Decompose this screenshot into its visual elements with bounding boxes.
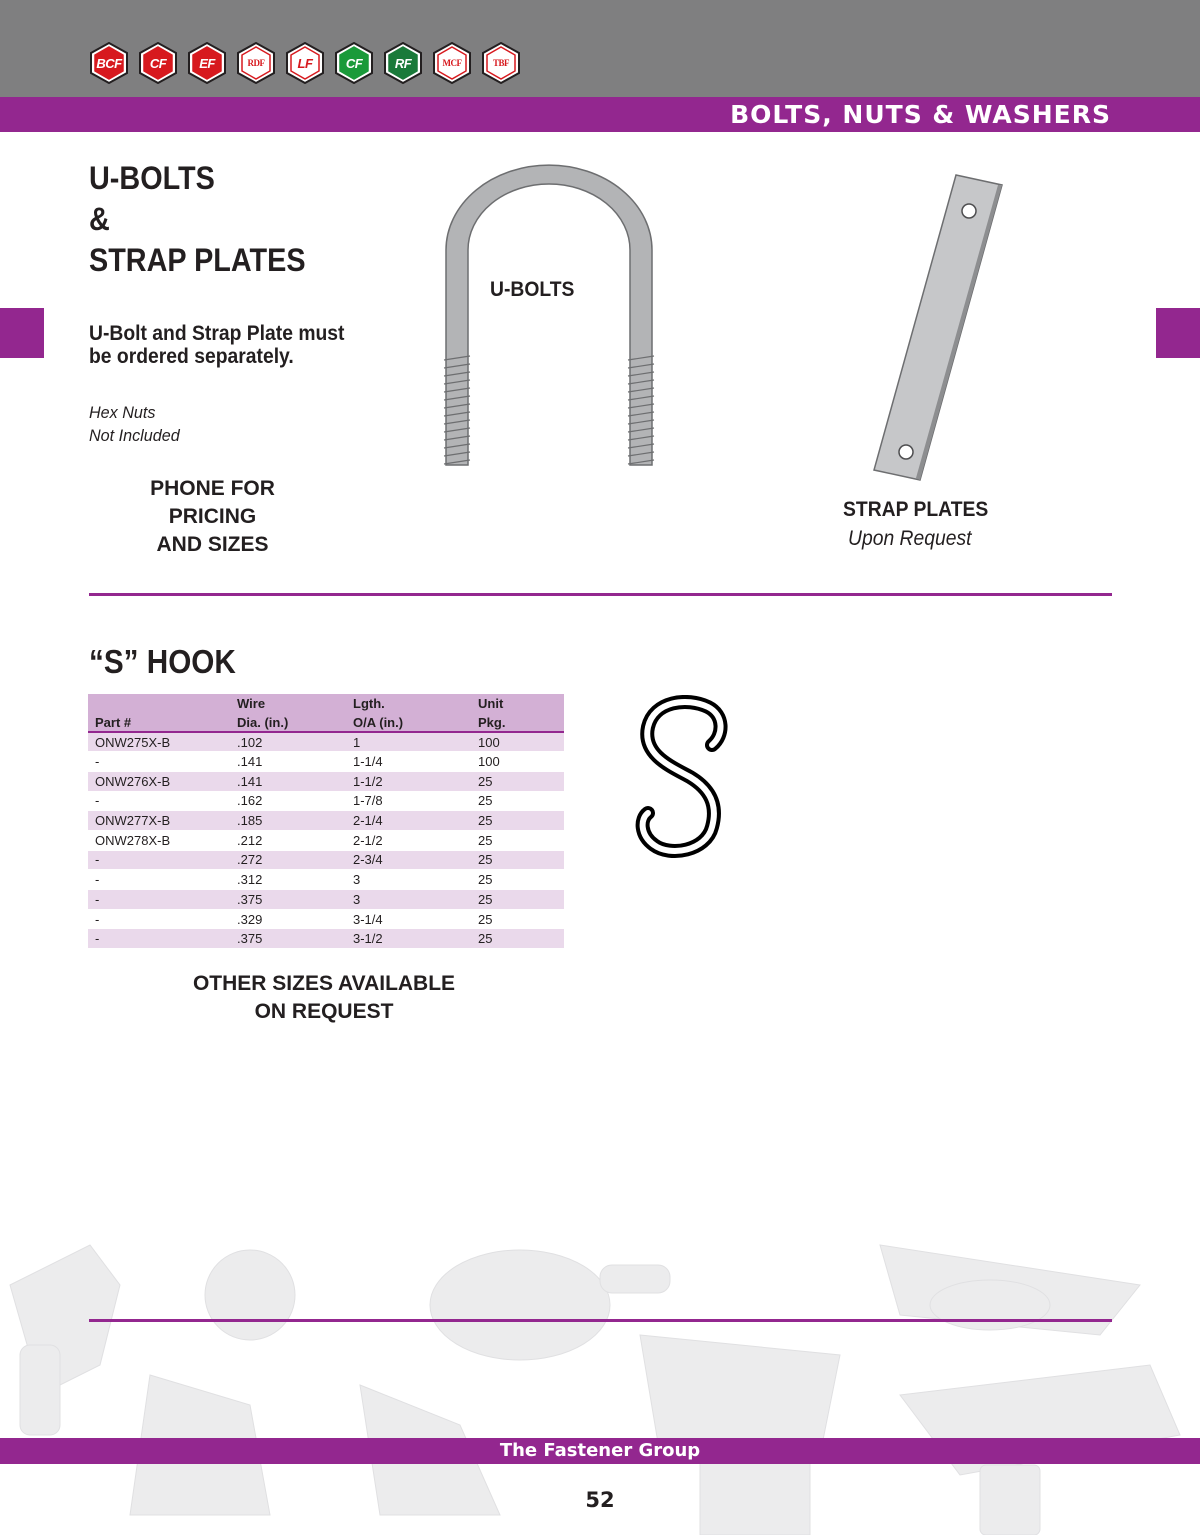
- table-cell: 2-1/4: [353, 813, 383, 829]
- bcf-logo-icon: [88, 42, 130, 84]
- table-cell: 25: [478, 891, 493, 907]
- category-title: BOLTS, NUTS & WASHERS: [730, 100, 1111, 129]
- table-row: [88, 791, 564, 811]
- cf-green-logo-icon: [333, 42, 375, 84]
- rdf-logo-icon: [235, 42, 277, 84]
- side-tab-right: [1156, 308, 1200, 358]
- order-note: [89, 322, 344, 368]
- table-cell: -: [95, 852, 100, 868]
- column-header: Pkg.: [478, 714, 506, 730]
- table-cell: .375: [237, 931, 263, 947]
- table-cell: ONW275X-B: [95, 734, 171, 750]
- table-cell: 1-1/2: [353, 773, 383, 789]
- category-bar: [0, 97, 1200, 132]
- table-cell: .329: [237, 911, 263, 927]
- table-cell: 1-7/8: [353, 793, 383, 809]
- table-cell: .375: [237, 891, 263, 907]
- table-row: [88, 929, 564, 949]
- table-cell: 25: [478, 813, 493, 829]
- table-cell: 25: [478, 852, 493, 868]
- column-header: Lgth.: [353, 696, 385, 711]
- table-cell: 25: [478, 931, 493, 947]
- table-cell: 1: [353, 734, 361, 750]
- bottom-divider: [89, 1319, 1112, 1322]
- table-row: [88, 830, 564, 850]
- ubolts-title-line2: &: [89, 201, 110, 237]
- logo-label: RDF: [247, 58, 265, 68]
- table-cell: .141: [237, 773, 263, 789]
- strap-plates-label: STRAP PLATES: [843, 498, 989, 521]
- column-header: Part #: [95, 714, 132, 730]
- table-header-row-2: [88, 713, 564, 732]
- other-sizes-line1: OTHER SIZES AVAILABLE: [192, 972, 456, 995]
- table-cell: 25: [478, 872, 493, 888]
- table-cell: 100: [478, 754, 500, 770]
- logo-label: CF: [345, 55, 363, 71]
- table-cell: 2-3/4: [353, 852, 383, 868]
- table-cell: ONW278X-B: [95, 832, 171, 848]
- phone-line3: AND SIZES: [156, 533, 269, 556]
- ubolt-illustration: [438, 160, 662, 470]
- table-cell: .102: [237, 734, 263, 750]
- table-cell: -: [95, 754, 100, 770]
- table-cell: 100: [478, 734, 500, 750]
- table-row: [88, 732, 564, 752]
- table-row: [88, 811, 564, 831]
- column-header: Unit: [478, 696, 504, 711]
- table-cell: .185: [237, 813, 263, 829]
- table-cell: ONW276X-B: [95, 773, 171, 789]
- table-row: [88, 850, 564, 870]
- table-cell: 25: [478, 793, 493, 809]
- table-cell: 3: [353, 891, 361, 907]
- table-header-row-1: [88, 694, 564, 713]
- table-row: [88, 752, 564, 772]
- s-hook-illustration: [632, 695, 737, 865]
- ubolts-title-line3: STRAP PLATES: [89, 242, 306, 278]
- table-cell: -: [95, 891, 100, 907]
- side-tab-left: [0, 308, 44, 358]
- hex-nuts-note-line2: Not Included: [89, 426, 180, 445]
- table-cell: .272: [237, 852, 263, 868]
- table-cell: .212: [237, 832, 263, 848]
- strap-plates-sublabel: Upon Request: [848, 527, 972, 550]
- logo-label: RF: [394, 55, 412, 71]
- phone-line2: PRICING: [168, 505, 257, 528]
- order-note-line1: U-Bolt and Strap Plate must: [89, 322, 345, 345]
- column-header: O/A (in.): [353, 714, 404, 730]
- ubolts-title-line1: U-BOLTS: [89, 160, 215, 196]
- footer-bar: [0, 1438, 1200, 1464]
- table-body: [88, 732, 564, 949]
- s-hook-table: [88, 694, 564, 949]
- table-cell: ONW277X-B: [95, 813, 171, 829]
- ubolt-label: U-BOLTS: [490, 278, 575, 301]
- table-row: [88, 870, 564, 890]
- page-number: 52: [585, 1488, 615, 1512]
- phone-for-pricing: [120, 475, 305, 559]
- table-cell: .141: [237, 754, 263, 770]
- logo-label: TBF: [492, 58, 509, 68]
- logo-label: BCF: [96, 55, 122, 71]
- order-note-line2: be ordered separately.: [89, 345, 294, 368]
- table-cell: -: [95, 931, 100, 947]
- table-cell: 1-1/4: [353, 754, 383, 770]
- section-divider: [89, 593, 1112, 596]
- lf-logo-icon: [284, 42, 326, 84]
- table-cell: .162: [237, 793, 263, 809]
- cf-red-logo-icon: [137, 42, 179, 84]
- table-cell: -: [95, 793, 100, 809]
- phone-line1: PHONE FOR: [150, 477, 275, 500]
- other-sizes-note: [190, 970, 458, 1026]
- table-cell: 25: [478, 773, 493, 789]
- table-row: [88, 771, 564, 791]
- hex-nuts-note-line1: Hex Nuts: [89, 403, 156, 422]
- tbf-logo-icon: [480, 42, 522, 84]
- other-sizes-line2: ON REQUEST: [254, 1000, 394, 1023]
- table-cell: -: [95, 911, 100, 927]
- mcf-logo-icon: [431, 42, 473, 84]
- column-header: Wire: [237, 696, 266, 711]
- rf-logo-icon: [382, 42, 424, 84]
- logo-label: MCF: [442, 58, 462, 68]
- table-cell: 3: [353, 872, 361, 888]
- ef-logo-icon: [186, 42, 228, 84]
- brand-logos: [88, 42, 522, 84]
- company-name: The Fastener Group: [499, 1440, 701, 1461]
- column-header: [88, 694, 233, 713]
- s-hook-title: “S” HOOK: [89, 643, 236, 680]
- column-header: Dia. (in.): [237, 714, 289, 730]
- logo-label: EF: [199, 55, 215, 71]
- table-cell: .312: [237, 872, 263, 888]
- logo-label: LF: [297, 55, 313, 71]
- table-cell: 2-1/2: [353, 832, 383, 848]
- table-row: [88, 909, 564, 929]
- table-cell: -: [95, 872, 100, 888]
- table-cell: 25: [478, 832, 493, 848]
- table-cell: 3-1/2: [353, 931, 383, 947]
- logo-label: CF: [149, 55, 167, 71]
- strap-plate-illustration: [870, 170, 1010, 490]
- table-cell: 25: [478, 911, 493, 927]
- table-row: [88, 890, 564, 910]
- table-cell: 3-1/4: [353, 911, 383, 927]
